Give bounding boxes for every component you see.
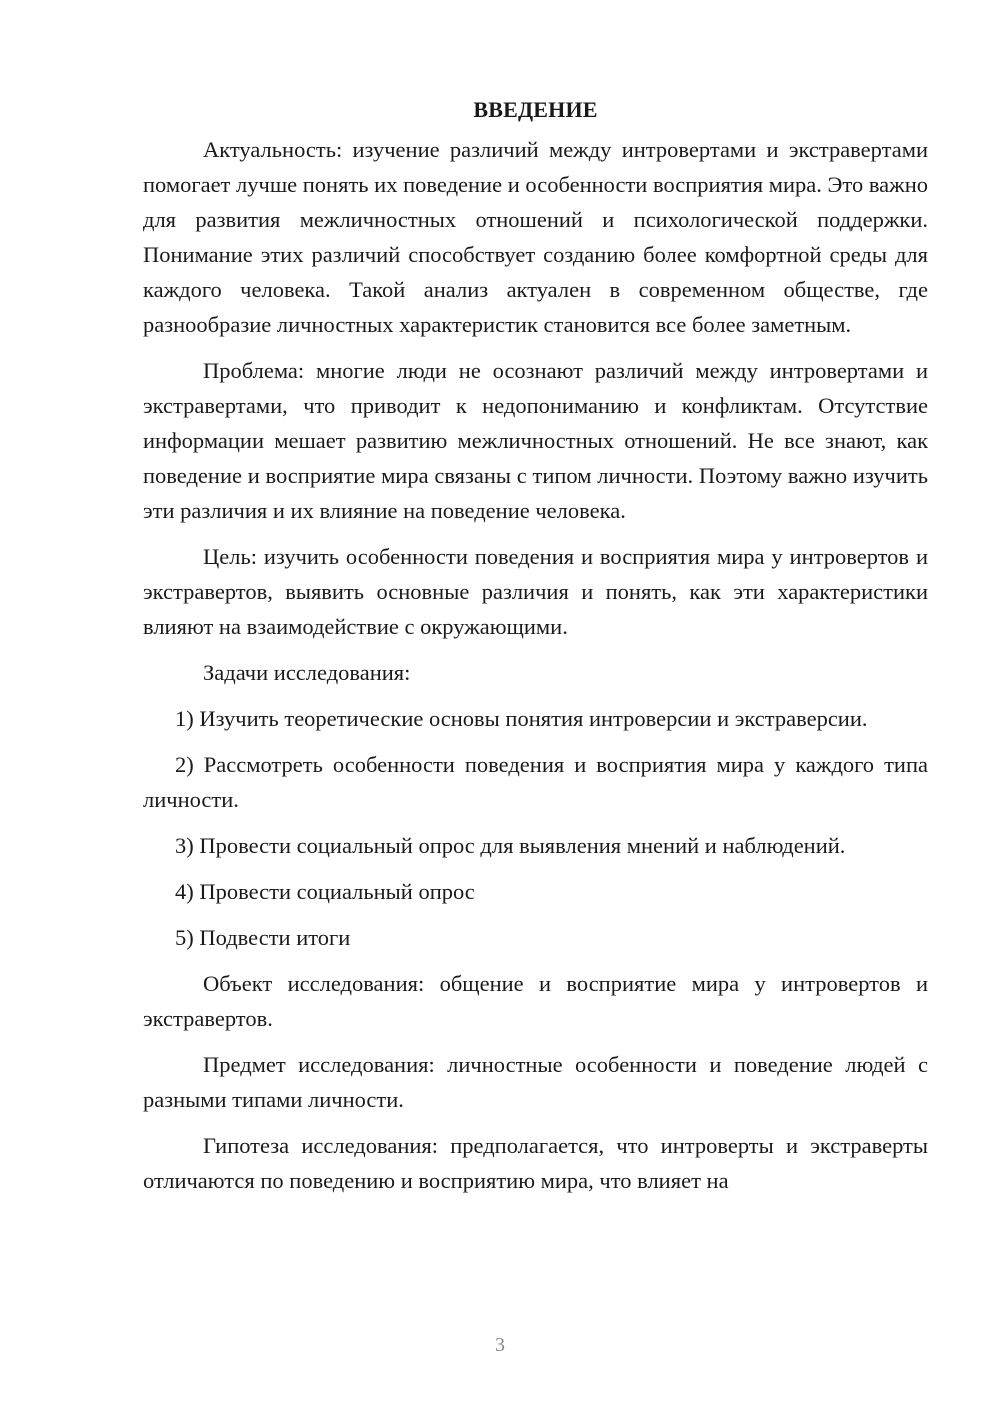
paragraph-hypothesis: Гипотеза исследования: предполагается, что интроверты и экстраверты отличаются по поведению и восприятию мира, что влияет на — [143, 1133, 928, 1193]
section-title: ВВЕДЕНИЕ — [473, 97, 598, 122]
paragraph-subject: Предмет исследования: личностные особенности и поведение людей с разными типами личности. — [143, 1052, 928, 1112]
paragraph-object: Объект исследования: общение и восприятие мира у интровертов и экстравертов. — [143, 971, 928, 1031]
paragraph-goal: Цель: изучить особенности поведения и восприятия мира у интровертов и экстравертов, выявить основные различия и понять, как эти характеристики влияют на взаимодействие с окружающими. — [143, 544, 928, 639]
document-page — [143, 88, 928, 1198]
paragraph-relevance: Актуальность: изучение различий между интровертами и экстравертами помогает лучше понять их поведение и особенности восприятия мира. Это важно для развития межличностных отношений и психологической поддержки. Понимание этих различий способствует созданию более комфортной среды для каждого человека. Такой анализ актуален в современном обществе, где разнообразие личностных характеристик становится все более заметным. — [143, 137, 928, 337]
page-number: 3 — [495, 1334, 505, 1356]
task-item-2: 2) Рассмотреть особенности поведения и восприятия мира у каждого типа личности. — [143, 752, 928, 812]
task-item-4: 4) Провести социальный опрос — [175, 879, 475, 904]
task-item-5: 5) Подвести итоги — [175, 925, 351, 950]
paragraph-problem: Проблема: многие люди не осознают различий между интровертами и экстравертами, что приводит к недопониманию и конфликтам. Отсутствие информации мешает развитию межличностных отношений. Не все знают, как поведение и восприятие мира связаны с типом личности. Поэтому важно изучить эти различия и их влияние на поведение человека. — [143, 358, 928, 523]
task-item-3: 3) Провести социальный опрос для выявления мнений и наблюдений. — [175, 833, 846, 858]
paragraph-tasks-heading: Задачи исследования: — [203, 660, 411, 685]
task-item-1: 1) Изучить теоретические основы понятия интроверсии и экстраверсии. — [175, 706, 868, 731]
